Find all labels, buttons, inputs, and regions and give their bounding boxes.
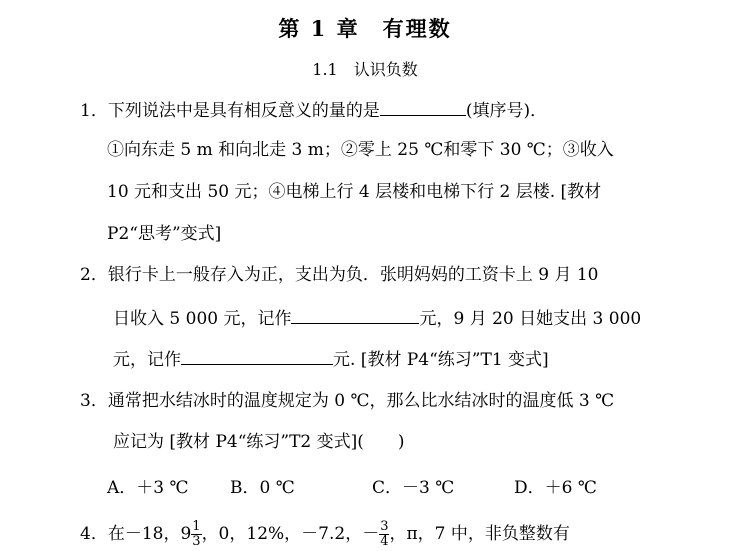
question-1-line-4: P2“思考”变式] [107,224,222,244]
question-2-text-a: 日收入 5 000 元，记作 [113,309,292,329]
section-title: 1.1 认识负数 [312,60,418,79]
option-c[interactable]: C．－3 ℃ [372,478,455,498]
question-3-text: 通常把水结冰时的温度规定为 0 ℃，那么比水结冰时的温度低 3 ℃ [107,391,615,411]
question-3-number: 3． [80,391,108,411]
question-1-text-end: (填序号)． [465,101,548,121]
fraction-1-numerator: 1 [192,519,201,534]
option-a[interactable]: A．＋3 ℃ [107,478,189,498]
question-2-answer-blank-1[interactable] [291,306,419,324]
option-b[interactable]: B．0 ℃ [230,478,295,498]
fraction-one-third [191,520,201,549]
chapter-title: 第 1 章 有理数 [278,16,452,41]
question-2-text-c: 元，记作 [113,350,181,370]
fraction-three-quarters [379,520,389,549]
fraction-1-denominator: 3 [192,534,201,549]
question-3-line-1 [80,390,614,412]
question-2-text: 银行卡上一般存入为正，支出为负．张明妈妈的工资卡上 9 月 10 [107,265,599,285]
question-2-text-d: 元. [教材 P4“练习”T1 变式] [333,350,549,370]
fraction-2-denominator: 4 [380,534,389,549]
question-4-text-b: ，0，12%，－7.2，－ [201,524,380,544]
question-3-line-2: 应记为 [教材 P4“练习”T2 变式]( ) [113,432,405,452]
question-4-line-1 [80,520,570,549]
question-1-number: 1． [80,101,108,121]
question-1-line-2: ①向东走 5 m 和向北走 3 m；②零上 25 ℃和零下 30 ℃；③收入 [107,140,614,160]
question-1-line-3: 10 元和支出 50 元；④电梯上行 4 层楼和电梯下行 2 层楼. [教材 [107,182,602,202]
option-d[interactable]: D．＋6 ℃ [514,478,597,498]
question-2-answer-blank-2[interactable] [181,347,333,365]
question-2-text-b: 元，9 月 20 日她支出 3 000 [419,309,642,329]
question-2-line-1 [80,264,599,286]
question-2-line-2 [113,306,641,330]
question-1-answer-blank[interactable] [380,98,466,116]
question-4-text-c: ，π，7 中，非负整数有 [389,524,570,544]
question-2-line-3 [113,347,549,371]
question-2-number: 2． [80,265,108,285]
question-1-line-1 [80,98,547,122]
question-4-number: 4． [80,524,108,544]
question-1-text: 下列说法中是具有相反意义的量的是 [107,101,380,121]
question-4-text-a: 在－18，9 [107,524,192,544]
fraction-2-numerator: 3 [380,519,389,534]
